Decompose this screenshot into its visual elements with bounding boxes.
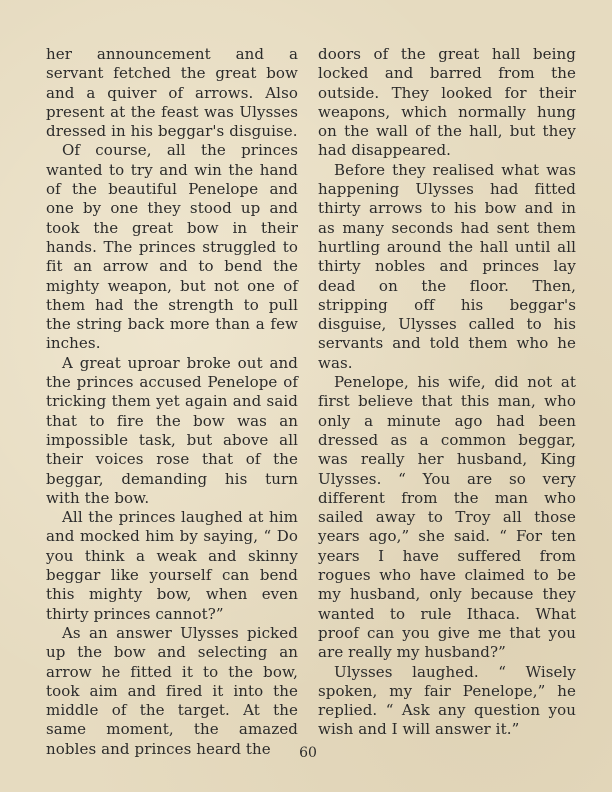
paragraph-penelope-doubts: Penelope, his wife, did not at first believe that this man, who only a minute ago had been dressed as a common beggar, was really her husband, King Ulysses. “ You are so very different from the man who sailed away to Troy all those years ago,” she said. “ For ten years I have suffered from rogues who have claimed to be my husband, only because they wanted to rule Ithaca. What proof can you give me that you are really my husband?” (318, 373, 576, 662)
paragraph-doors-locked: doors of the great hall being locked and barred from the outside. They looked for their weapons, which normally hung on the wall of the hall, but they had disappeared. (318, 45, 576, 160)
page-number: 60 (299, 745, 317, 761)
paragraph-princes-mock-beggar: All the princes laughed at him and mocked him by saying, “ Do you think a weak and skinny beggar like yourself can bend this mighty bow, when even thirty princes cannot?” (46, 508, 298, 623)
paragraph-servant-fetched-bow: her announcement and a servant fetched the great bow and a quiver of arrows. Also present at the feast was Ulysses dressed in his beggar's disguise. (46, 45, 298, 141)
paragraph-ulysses-laughed: Ulysses laughed. “ Wisely spoken, my fair Penelope,” he replied. “ Ask any question you wish and I will answer it.” (318, 662, 576, 739)
left-text-column (46, 45, 298, 759)
right-text-column (318, 45, 576, 740)
paragraph-thirty-arrows: Before they realised what was happening Ulysses had fitted thirty arrows to his bow and in as many seconds had sent them hurtling around the hall until all thirty nobles and princes lay dead on the floor. Then, stripping off his beggar's disguise, Ulysses called to his servants and told them who he was. (318, 160, 576, 372)
paragraph-ulysses-fires-arrow: As an answer Ulysses picked up the bow and selecting an arrow he fitted it to the bow, took aim and fired it into the middle of the target. At the same moment, the amazed nobles and princes heard the (46, 623, 298, 758)
paragraph-princes-try-bow: Of course, all the princes wanted to try and win the hand of the beautiful Penelope and one by one they stood up and took the great bow in their hands. The princes struggled to fit an arrow and to bend the mighty weapon, but not one of them had the strength to pull the string back more than a few inches. (46, 141, 298, 353)
paragraph-great-uproar: A great uproar broke out and the princes accused Penelope of tricking them yet again and said that to fire the bow was an impossible task, but above all their voices rose that of the beggar, demanding his turn with the bow. (46, 353, 298, 507)
